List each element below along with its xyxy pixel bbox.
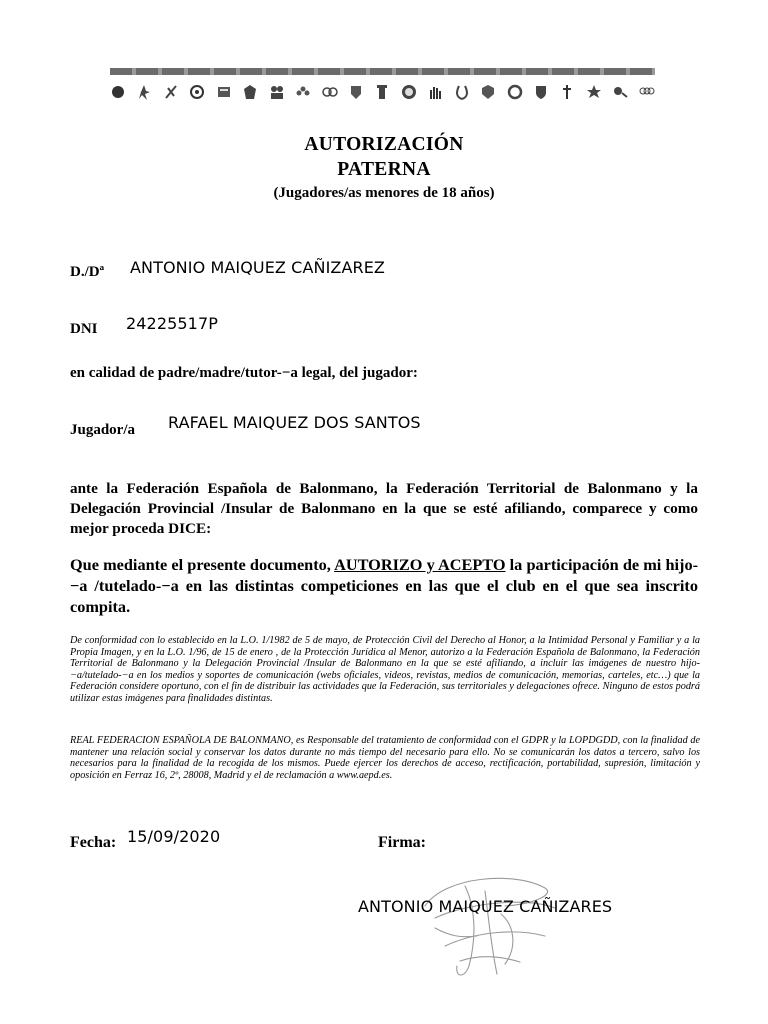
authorization-text-end: la participación de mi hijo-−a /tutelado-−a en las distintas competiciones en las que el club en el que sea inscrito compita. (70, 555, 699, 616)
wheel-logo (189, 83, 205, 101)
hand-print-logo (427, 83, 443, 101)
handball-logo (612, 83, 628, 101)
figure-2-logo (559, 83, 575, 101)
seal-logo (401, 83, 417, 101)
logo-strip-bar (110, 68, 655, 75)
image-rights-clause: De conformidad con lo establecido en la L.O. 1/1982 de 5 de mayo, de Protección Civil del Derecho al Honor, a la Intimidad Personal y Familiar y a la Propia Imagen, y en la L.O. 1/96, de 15 de enero , de la Protección Jurídica al Menor, autorizo a la Federación Española de Balonmano, la Federación Territorial de Balonmano y la Delegación Provincial /Insular de Balonmano en la que se esté afiliando, a incluir las imágenes de nuestro hijo-−a/tutelado-−a en los medios y soportes de comunicación (webs oficiales, videos, revistas, medios de comunicación, memorias, carteles, etc…) que la Federación considere oportuno, con el fin de distribuir las actividades que la Federación, sus territoriales y delegaciones ofrece. Ninguno de estos podrá utilizar estas imágenes para finalidades distintas. (70, 635, 700, 704)
star-logo (586, 83, 602, 101)
parent-name-value: ANTONIO MAIQUEZ CAÑIZAREZ (130, 258, 385, 277)
document-title-line-2: PATERNA (337, 159, 431, 180)
authorization-emphasis: AUTORIZO y ACEPTO (334, 555, 506, 574)
authorization-paragraph (70, 554, 698, 617)
flag-logo (216, 83, 232, 101)
ante-paragraph: ante la Federación Española de Balonmano, la Federación Territorial de Balonmano y la Delegación Provincial /Insular de Balonmano en la que se esté afiliando, comparece y como mejor proceda DICE: (70, 480, 698, 537)
date-label: Fecha: (70, 834, 117, 851)
tower-logo (374, 83, 390, 101)
emblem-logo (242, 83, 258, 101)
handwritten-signature (405, 866, 565, 986)
data-protection-clause: REAL FEDERACION ESPAÑOLA DE BALONMANO, es Responsable del tratamiento de conformidad con el GDPR y la LOPDGDD, con la finalidad de mantener una relación social y conservar los datos durante no más tiempo del necesario para ello. No se comunicarán los datos a tercero, salvo los necesarios para la finalidad de la recogida de los mismos. Puede ejercer los derechos de acceso, rectificación, portabilidad, supresión, limitación y oposición en Ferraz 16, 2º, 28008, Madrid y el de reclamación a www.aepd.es. (70, 735, 700, 781)
logo-row (110, 77, 655, 107)
people-logo (269, 83, 285, 101)
ring-logo (507, 83, 523, 101)
authorization-text-start: Que mediante el presente documento, (70, 555, 335, 574)
rings-logo (639, 83, 655, 101)
parent-label: D./Dª (70, 264, 105, 280)
dni-label: DNI (70, 321, 98, 337)
dni-value: 24225517P (126, 314, 218, 333)
figure-logo (136, 83, 152, 101)
crest-logo (348, 83, 364, 101)
player-label: Jugador/a (70, 422, 136, 438)
legal-capacity-text: en calidad de padre/madre/tutor-−a legal, del jugador: (70, 365, 418, 381)
hand-logo (163, 83, 179, 101)
player-name-value: RAFAEL MAIQUEZ DOS SANTOS (168, 413, 421, 432)
figure-ball-logo (454, 83, 470, 101)
signature-label: Firma: (378, 834, 426, 851)
circles-logo (322, 83, 338, 101)
document-title-line-1: AUTORIZACIÓN (304, 134, 464, 155)
signer-name: ANTONIO MAIQUEZ CAÑIZARES (358, 897, 613, 916)
document-subtitle: (Jugadores/as menores de 18 años) (273, 185, 495, 201)
shield-2-logo (533, 83, 549, 101)
date-value: 15/09/2020 (127, 827, 221, 846)
group-logo (295, 83, 311, 101)
federation-logo-strip (110, 68, 655, 108)
crest-2-logo (480, 83, 496, 101)
shield-logo (110, 83, 126, 101)
